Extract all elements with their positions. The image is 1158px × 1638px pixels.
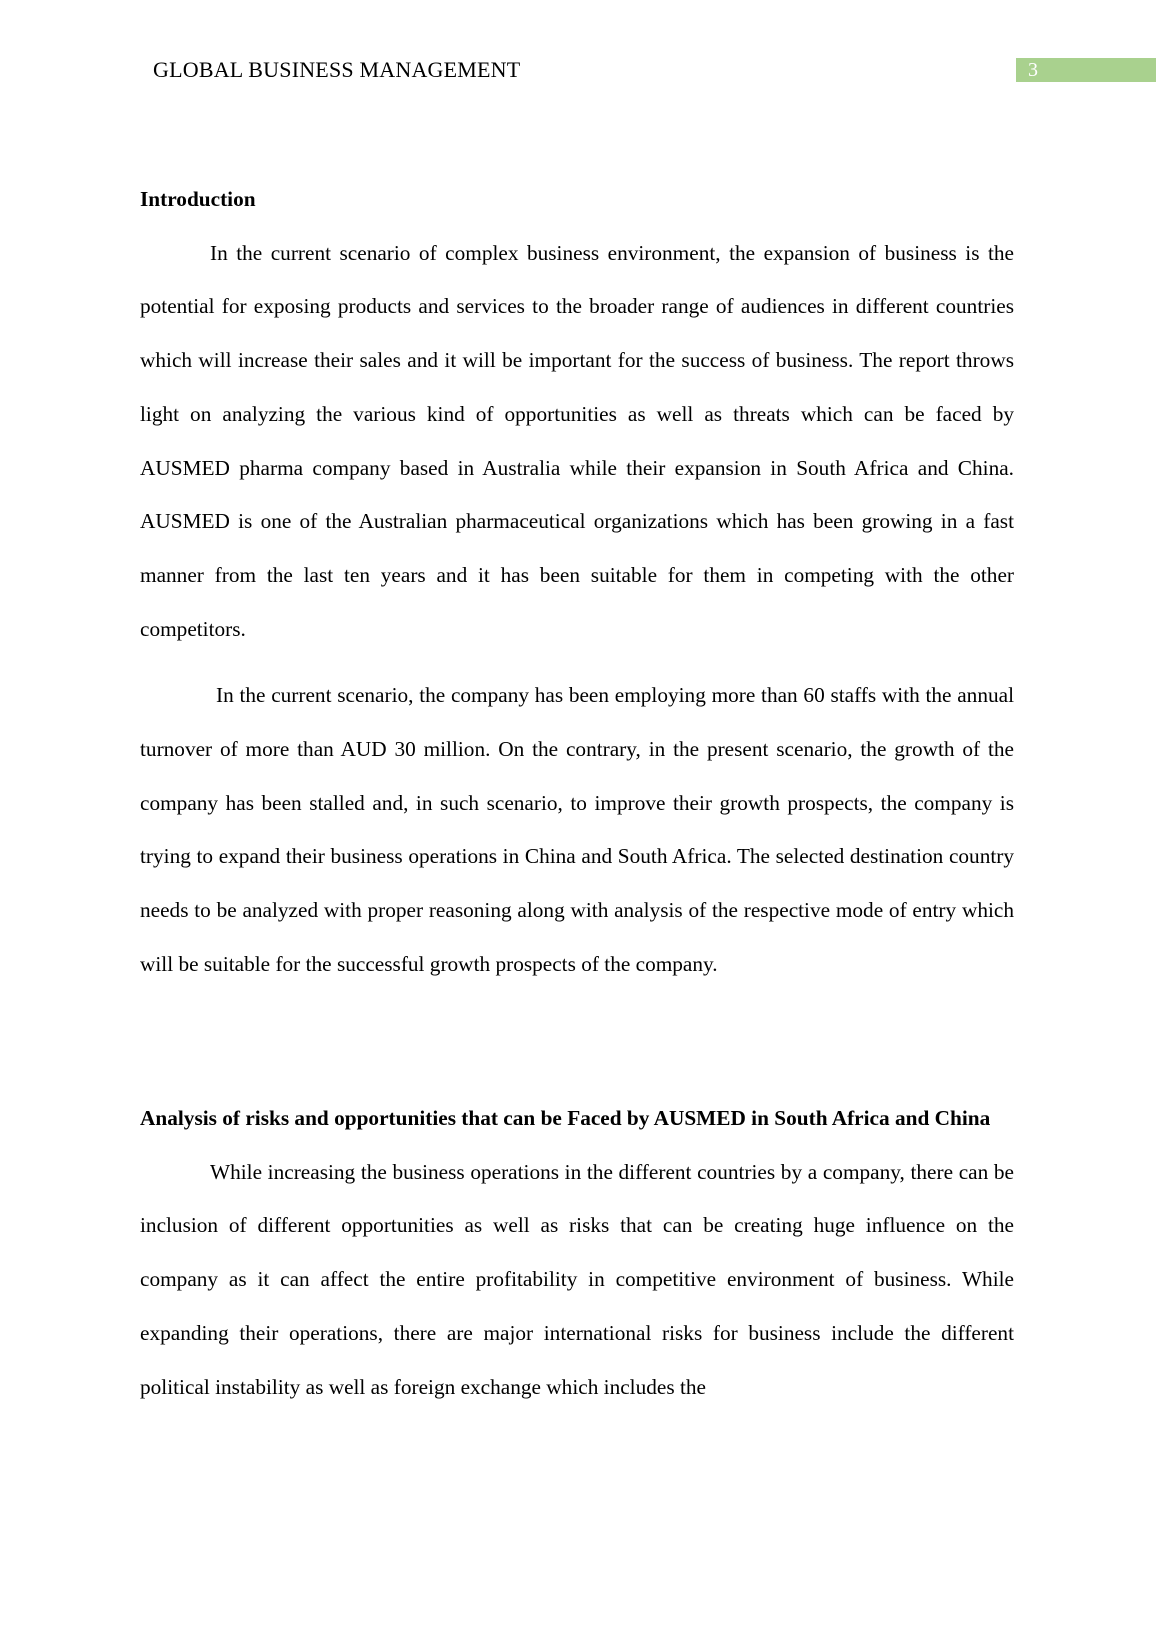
- paragraph: In the current scenario, the company has been employing more than 60 staffs with the annual turnover of more than AUD 30 million. On the contrary, in the present scenario, the growth of the company has been stalled and, in such scenario, to improve their growth prospects, the company is trying to expand their business operations in China and South Africa. The selected destination country needs to be analyzed with proper reasoning along with analysis of the respective mode of entry which will be suitable for the successful growth prospects of the company.: [140, 683, 1014, 976]
- paragraph: In the current scenario of complex business environment, the expansion of business is the potential for exposing products and services to the broader range of audiences in different countries which will increase their sales and it will be important for the success of business. The report throws light on analyzing the various kind of opportunities as well as threats which can be faced by AUSMED pharma company based in Australia while their expansion in South Africa and China. AUSMED is one of the Australian pharmaceutical organizations which has been growing in a fast manner from the last ten years and it has been suitable for them in competing with the other competitors.: [140, 240, 1014, 641]
- section-introduction: [140, 173, 1014, 992]
- section-risks-opportunities: [140, 1092, 1014, 1414]
- paragraph: While increasing the business operations in the different countries by a company, there can be inclusion of different opportunities as well as risks that can be creating huge influence on the company as it can affect the entire profitability in competitive environment of business. While expanding their operations, there are major international risks for business include the different political instability as well as foreign exchange which includes the: [140, 1159, 1014, 1399]
- page-number: 3: [1016, 58, 1156, 82]
- section-heading: Analysis of risks and opportunities that can be Faced by AUSMED in South Africa and China: [140, 1106, 991, 1130]
- section-heading: Introduction: [140, 187, 256, 211]
- running-header: GLOBAL BUSINESS MANAGEMENT: [153, 57, 521, 82]
